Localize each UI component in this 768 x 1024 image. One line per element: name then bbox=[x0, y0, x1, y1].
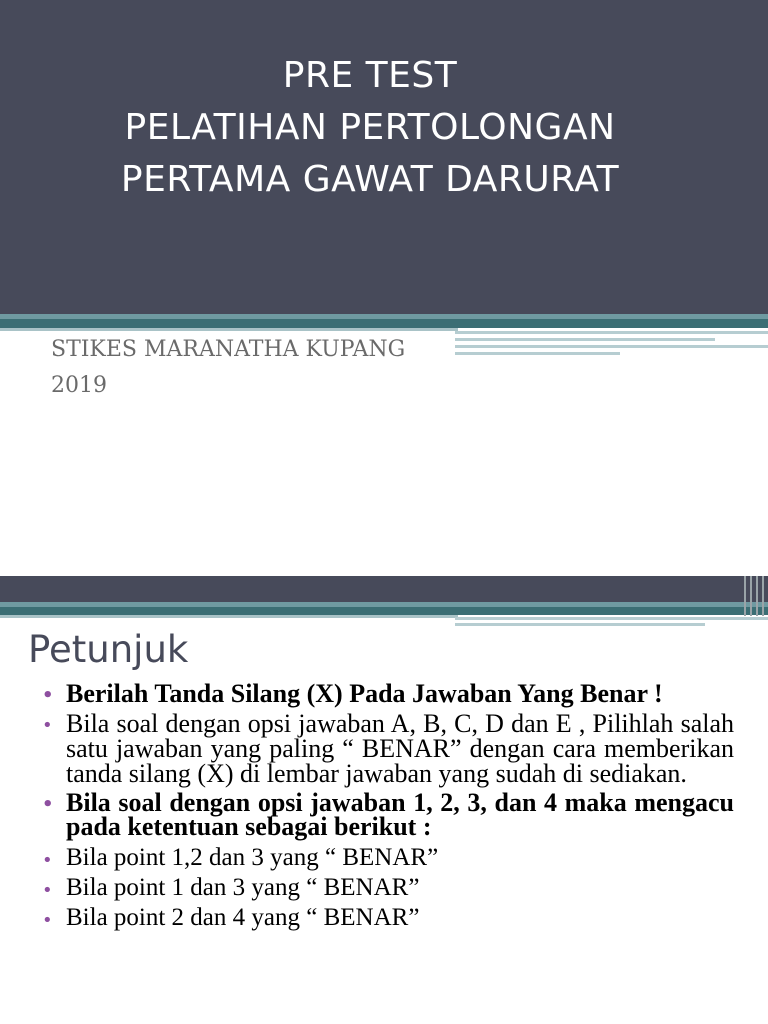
decorative-line bbox=[744, 576, 746, 616]
year: 2019 bbox=[51, 373, 107, 398]
slide-title-line-2: PELATIHAN PERTOLONGAN bbox=[124, 107, 616, 148]
list-item-text: Berilah Tanda Silang (X) Pada Jawaban Yang Benar ! bbox=[66, 679, 663, 708]
decorative-lines bbox=[455, 330, 768, 360]
list-item-text: Bila soal dengan opsi jawaban 1, 2, 3, dan 4 maka mengacu pada ketentuan sebagai berikut : bbox=[66, 788, 734, 841]
decorative-band bbox=[0, 319, 768, 328]
list-item bbox=[42, 904, 734, 931]
institution-name: STIKES MARANATHA KUPANG bbox=[51, 337, 406, 362]
bullet-icon: • bbox=[42, 794, 54, 815]
instructions-list bbox=[42, 679, 734, 934]
decorative-lines bbox=[455, 614, 768, 630]
list-item-text: Bila point 1,2 dan 3 yang “ BENAR” bbox=[66, 844, 439, 871]
list-item-text: Bila point 2 dan 4 yang “ BENAR” bbox=[66, 904, 420, 931]
decorative-line bbox=[455, 331, 768, 334]
bullet-icon: • bbox=[42, 880, 53, 901]
decorative-band bbox=[0, 328, 458, 331]
slide-subtitle bbox=[51, 332, 405, 404]
decorative-line bbox=[455, 623, 705, 626]
decorative-line bbox=[455, 338, 715, 341]
list-item bbox=[42, 844, 734, 871]
decorative-line bbox=[762, 576, 764, 616]
instructions-title: Petunjuk bbox=[28, 628, 189, 671]
list-item bbox=[42, 679, 734, 708]
slide-title-line-3: PERTAMA GAWAT DARURAT bbox=[120, 159, 620, 200]
decorative-vertical-lines bbox=[742, 576, 768, 616]
list-item-text: Bila soal dengan opsi jawaban A, B, C, D dan E , Pilihlah salah satu jawaban yang paling “ BENAR” dengan cara memberikan tanda silang (X) di lembar jawaban yang sudah di sediakan. bbox=[66, 709, 734, 788]
list-item bbox=[42, 874, 734, 901]
decorative-line bbox=[750, 576, 752, 616]
slide-title-line-1: PRE TEST bbox=[282, 55, 458, 96]
bullet-icon: • bbox=[42, 850, 53, 871]
list-item bbox=[42, 788, 734, 841]
decorative-line bbox=[455, 352, 620, 355]
bullet-icon: • bbox=[42, 715, 53, 736]
decorative-line bbox=[455, 617, 768, 620]
bullet-icon: • bbox=[42, 685, 54, 706]
decorative-line bbox=[756, 576, 758, 616]
decorative-band bbox=[0, 615, 458, 618]
list-item bbox=[42, 711, 734, 786]
title-slide-header bbox=[0, 0, 768, 314]
bullet-icon: • bbox=[42, 910, 53, 931]
slide-title bbox=[0, 50, 740, 206]
instructions-slide-header bbox=[0, 576, 768, 602]
instructions-slide bbox=[0, 576, 768, 1024]
decorative-line bbox=[455, 345, 768, 348]
list-item-text: Bila point 1 dan 3 yang “ BENAR” bbox=[66, 874, 420, 901]
